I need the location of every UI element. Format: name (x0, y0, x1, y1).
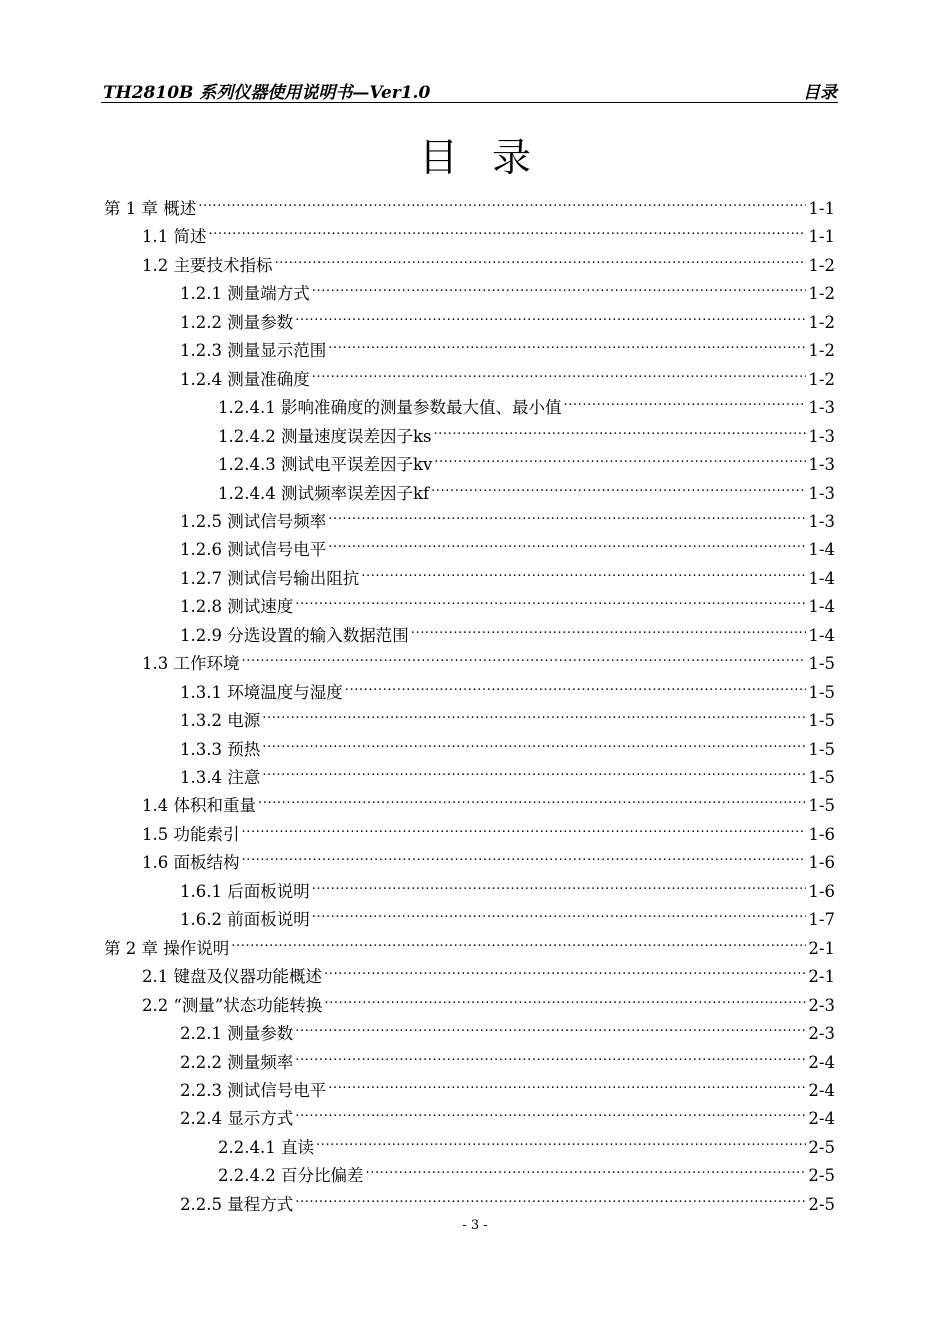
toc-dot-leader (242, 814, 807, 840)
toc-entry-label: 1.2.7 测试信号输出阻抗 (180, 568, 360, 588)
toc-entry-page: 1-3 (808, 426, 835, 446)
toc-entry-page: 1-5 (808, 682, 835, 702)
toc-entry-label: 2.2.4 显示方式 (180, 1109, 294, 1129)
toc-entry-page: 1-5 (808, 654, 835, 674)
toc-entry-label: 1.5 功能索引 (142, 824, 240, 844)
toc-dot-leader (312, 273, 807, 299)
toc-dot-leader (328, 529, 806, 555)
toc-entry-label: 1.6.2 前面板说明 (180, 910, 310, 930)
toc-entry-page: 1-6 (808, 824, 835, 844)
toc-entry[interactable] (180, 558, 835, 588)
toc-dot-leader (295, 586, 806, 612)
toc-entry[interactable] (180, 729, 835, 759)
toc-dot-leader (242, 643, 807, 669)
toc-entry-label: 1.1 简述 (142, 227, 207, 247)
toc-entry-page: 1-5 (808, 739, 835, 759)
toc-entry-page: 1-7 (808, 910, 835, 930)
toc-dot-leader (328, 501, 806, 527)
toc-entry[interactable] (104, 188, 835, 218)
page-title-char-1: 目 (418, 136, 458, 181)
toc-entry[interactable] (180, 359, 835, 389)
toc-entry[interactable] (180, 615, 835, 645)
toc-entry[interactable] (180, 700, 835, 731)
toc-dot-leader (431, 473, 806, 499)
toc-entry-label: 2.2.2 测量频率 (180, 1052, 294, 1072)
toc-entry-page: 1-1 (808, 227, 835, 247)
toc-dot-leader (324, 985, 806, 1011)
toc-entry[interactable] (180, 1042, 835, 1072)
toc-entry-label: 1.2.4.3 测试电平误差因子kv (218, 455, 433, 475)
toc-entry-label: 1.2.2 测量参数 (180, 312, 294, 332)
toc-dot-leader (324, 956, 806, 982)
toc-entry-page: 1-3 (808, 483, 835, 503)
toc-dot-leader (275, 245, 807, 271)
toc-entry-label: 1.3 工作环境 (142, 654, 240, 674)
toc-entry-label: 2.2.3 测试信号电平 (180, 1080, 327, 1100)
toc-entry[interactable] (142, 956, 835, 987)
toc-entry[interactable] (142, 785, 835, 816)
toc-entry-page: 1-5 (808, 768, 835, 787)
toc-entry-page: 1-2 (808, 284, 835, 304)
toc-dot-leader (328, 1070, 806, 1096)
toc-entry[interactable] (180, 1184, 835, 1214)
toc-entry-page: 2-4 (808, 1109, 835, 1129)
toc-entry-page: 1-6 (808, 881, 835, 901)
header-rule (101, 102, 838, 103)
page-title (0, 134, 950, 184)
toc-entry-page: 2-5 (808, 1166, 835, 1186)
toc-entry-page: 2-3 (808, 995, 835, 1015)
toc-entry-label: 1.2.5 测试信号频率 (180, 511, 327, 531)
toc-entry[interactable] (142, 216, 835, 247)
toc-entry-page: 1-4 (808, 625, 835, 645)
toc-entry-label: 2.2 “测量”状态功能转换 (142, 995, 323, 1015)
toc-entry[interactable] (180, 757, 835, 787)
toc-dot-leader (209, 216, 807, 242)
toc-entry-label: 1.2.9 分选设置的输入数据范围 (180, 625, 409, 645)
toc-entry-label: 2.2.4.1 直读 (218, 1137, 314, 1157)
toc-dot-leader (198, 188, 806, 214)
toc-entry-page: 2-5 (808, 1194, 835, 1214)
page-number: - 3 - (462, 1218, 488, 1233)
toc-entry-page: 1-4 (808, 568, 835, 588)
toc-dot-leader (295, 1042, 806, 1068)
toc-entry-page: 1-1 (808, 199, 835, 218)
toc-entry-label: 1.4 体积和重量 (142, 796, 256, 816)
toc-dot-leader (262, 757, 806, 783)
toc-entry-page: 1-3 (808, 511, 835, 531)
header-section-name: 目录 (803, 83, 837, 103)
toc-entry[interactable] (180, 586, 835, 617)
toc-entry-page: 2-1 (808, 938, 835, 958)
toc-entry[interactable] (142, 985, 835, 1015)
toc-entry-label: 1.6 面板结构 (142, 853, 240, 873)
toc-entry[interactable] (218, 1127, 835, 1157)
running-header (103, 78, 837, 102)
page-title-char-2: 录 (492, 136, 532, 181)
toc-entry-page: 1-5 (808, 711, 835, 731)
toc-entry-label: 1.3.4 注意 (180, 768, 261, 787)
toc-entry[interactable] (142, 814, 835, 844)
toc-entry[interactable] (180, 1013, 835, 1044)
toc-entry-label: 第 1 章 概述 (104, 199, 197, 218)
toc-dot-leader (434, 444, 806, 470)
toc-entry[interactable] (142, 643, 835, 674)
toc-entry-page: 1-4 (808, 597, 835, 617)
toc-entry-page: 1-2 (808, 255, 835, 275)
toc-dot-leader (295, 1013, 806, 1039)
toc-dot-leader (231, 928, 806, 954)
toc-entry[interactable] (104, 928, 835, 958)
toc-entry[interactable] (180, 871, 835, 901)
toc-entry[interactable] (180, 899, 835, 930)
toc-entry-page: 2-4 (808, 1052, 835, 1072)
toc-entry[interactable] (218, 387, 835, 418)
toc-entry[interactable] (142, 245, 835, 275)
toc-dot-leader (262, 700, 806, 726)
toc-entry[interactable] (218, 1155, 835, 1186)
toc-dot-leader (361, 558, 806, 584)
toc-entry-page: 1-2 (808, 312, 835, 332)
toc-entry-page: 1-3 (808, 398, 835, 418)
toc-entry-label: 1.2.4.2 测量速度误差因子ks (218, 426, 432, 446)
toc-dot-leader (262, 729, 806, 755)
toc-entry-label: 2.2.1 测量参数 (180, 1024, 294, 1044)
toc-dot-leader (295, 1184, 806, 1210)
toc-entry-page: 1-4 (808, 540, 835, 560)
toc-entry[interactable] (180, 302, 835, 332)
toc-dot-leader (242, 842, 807, 868)
toc-entry-label: 1.2.4.1 影响准确度的测量参数最大值、最小值 (218, 398, 562, 418)
toc-entry-label: 1.3.1 环境温度与湿度 (180, 682, 343, 702)
toc-entry-label: 1.2.4.4 测试频率误差因子kf (218, 483, 430, 503)
toc-entry[interactable] (180, 1070, 835, 1100)
toc-entry[interactable] (180, 529, 835, 560)
toc-entry-page: 2-4 (808, 1080, 835, 1100)
toc-dot-leader (365, 1155, 806, 1181)
toc-dot-leader (328, 330, 806, 356)
toc-entry[interactable] (180, 330, 835, 361)
toc-entry-page: 1-6 (808, 853, 835, 873)
toc-entry-label: 2.2.5 量程方式 (180, 1194, 294, 1214)
toc-entry-page: 1-2 (808, 341, 835, 361)
toc-dot-leader (345, 672, 807, 698)
toc-entry[interactable] (180, 672, 835, 702)
toc-entry[interactable] (180, 501, 835, 531)
toc-dot-leader (316, 1127, 806, 1153)
toc-entry[interactable] (218, 473, 835, 503)
header-document-title: TH2810B 系列仪器使用说明书—Ver1.0 (103, 83, 431, 103)
toc-entry-label: 2.2.4.2 百分比偏差 (218, 1166, 364, 1186)
toc-entry-page: 2-1 (808, 967, 835, 987)
toc-entry-label: 1.2.3 测量显示范围 (180, 341, 327, 361)
toc-dot-leader (563, 387, 806, 413)
toc-dot-leader (312, 899, 807, 925)
toc-dot-leader (295, 1098, 806, 1124)
toc-dot-leader (312, 871, 807, 897)
toc-dot-leader (312, 359, 807, 385)
toc-entry-label: 1.2.4 测量准确度 (180, 369, 310, 389)
toc-dot-leader (258, 785, 806, 811)
toc-entry[interactable] (142, 842, 835, 873)
toc-entry[interactable] (218, 444, 835, 475)
toc-entry[interactable] (180, 1098, 835, 1129)
toc-entry-label: 1.3.3 预热 (180, 739, 261, 759)
toc-entry-label: 2.1 键盘及仪器功能概述 (142, 967, 322, 987)
toc-entry-label: 第 2 章 操作说明 (104, 938, 230, 958)
toc-entry-label: 1.6.1 后面板说明 (180, 881, 310, 901)
toc-dot-leader (295, 302, 806, 328)
toc-entry-page: 2-5 (808, 1137, 835, 1157)
toc-entry-label: 1.2 主要技术指标 (142, 255, 273, 275)
toc-dot-leader (411, 615, 807, 641)
toc-entry-page: 2-3 (808, 1024, 835, 1044)
toc-entry-label: 1.3.2 电源 (180, 711, 261, 731)
toc-entry[interactable] (180, 273, 835, 304)
toc-entry-page: 1-5 (808, 796, 835, 816)
toc-entry-label: 1.2.8 测试速度 (180, 597, 294, 617)
toc-entry-page: 1-2 (808, 369, 835, 389)
toc-entry-label: 1.2.6 测试信号电平 (180, 540, 327, 560)
toc-entry-page: 1-3 (808, 455, 835, 475)
toc-entry-label: 1.2.1 测量端方式 (180, 284, 310, 304)
toc-entry[interactable] (218, 416, 835, 446)
toc-dot-leader (433, 416, 806, 442)
